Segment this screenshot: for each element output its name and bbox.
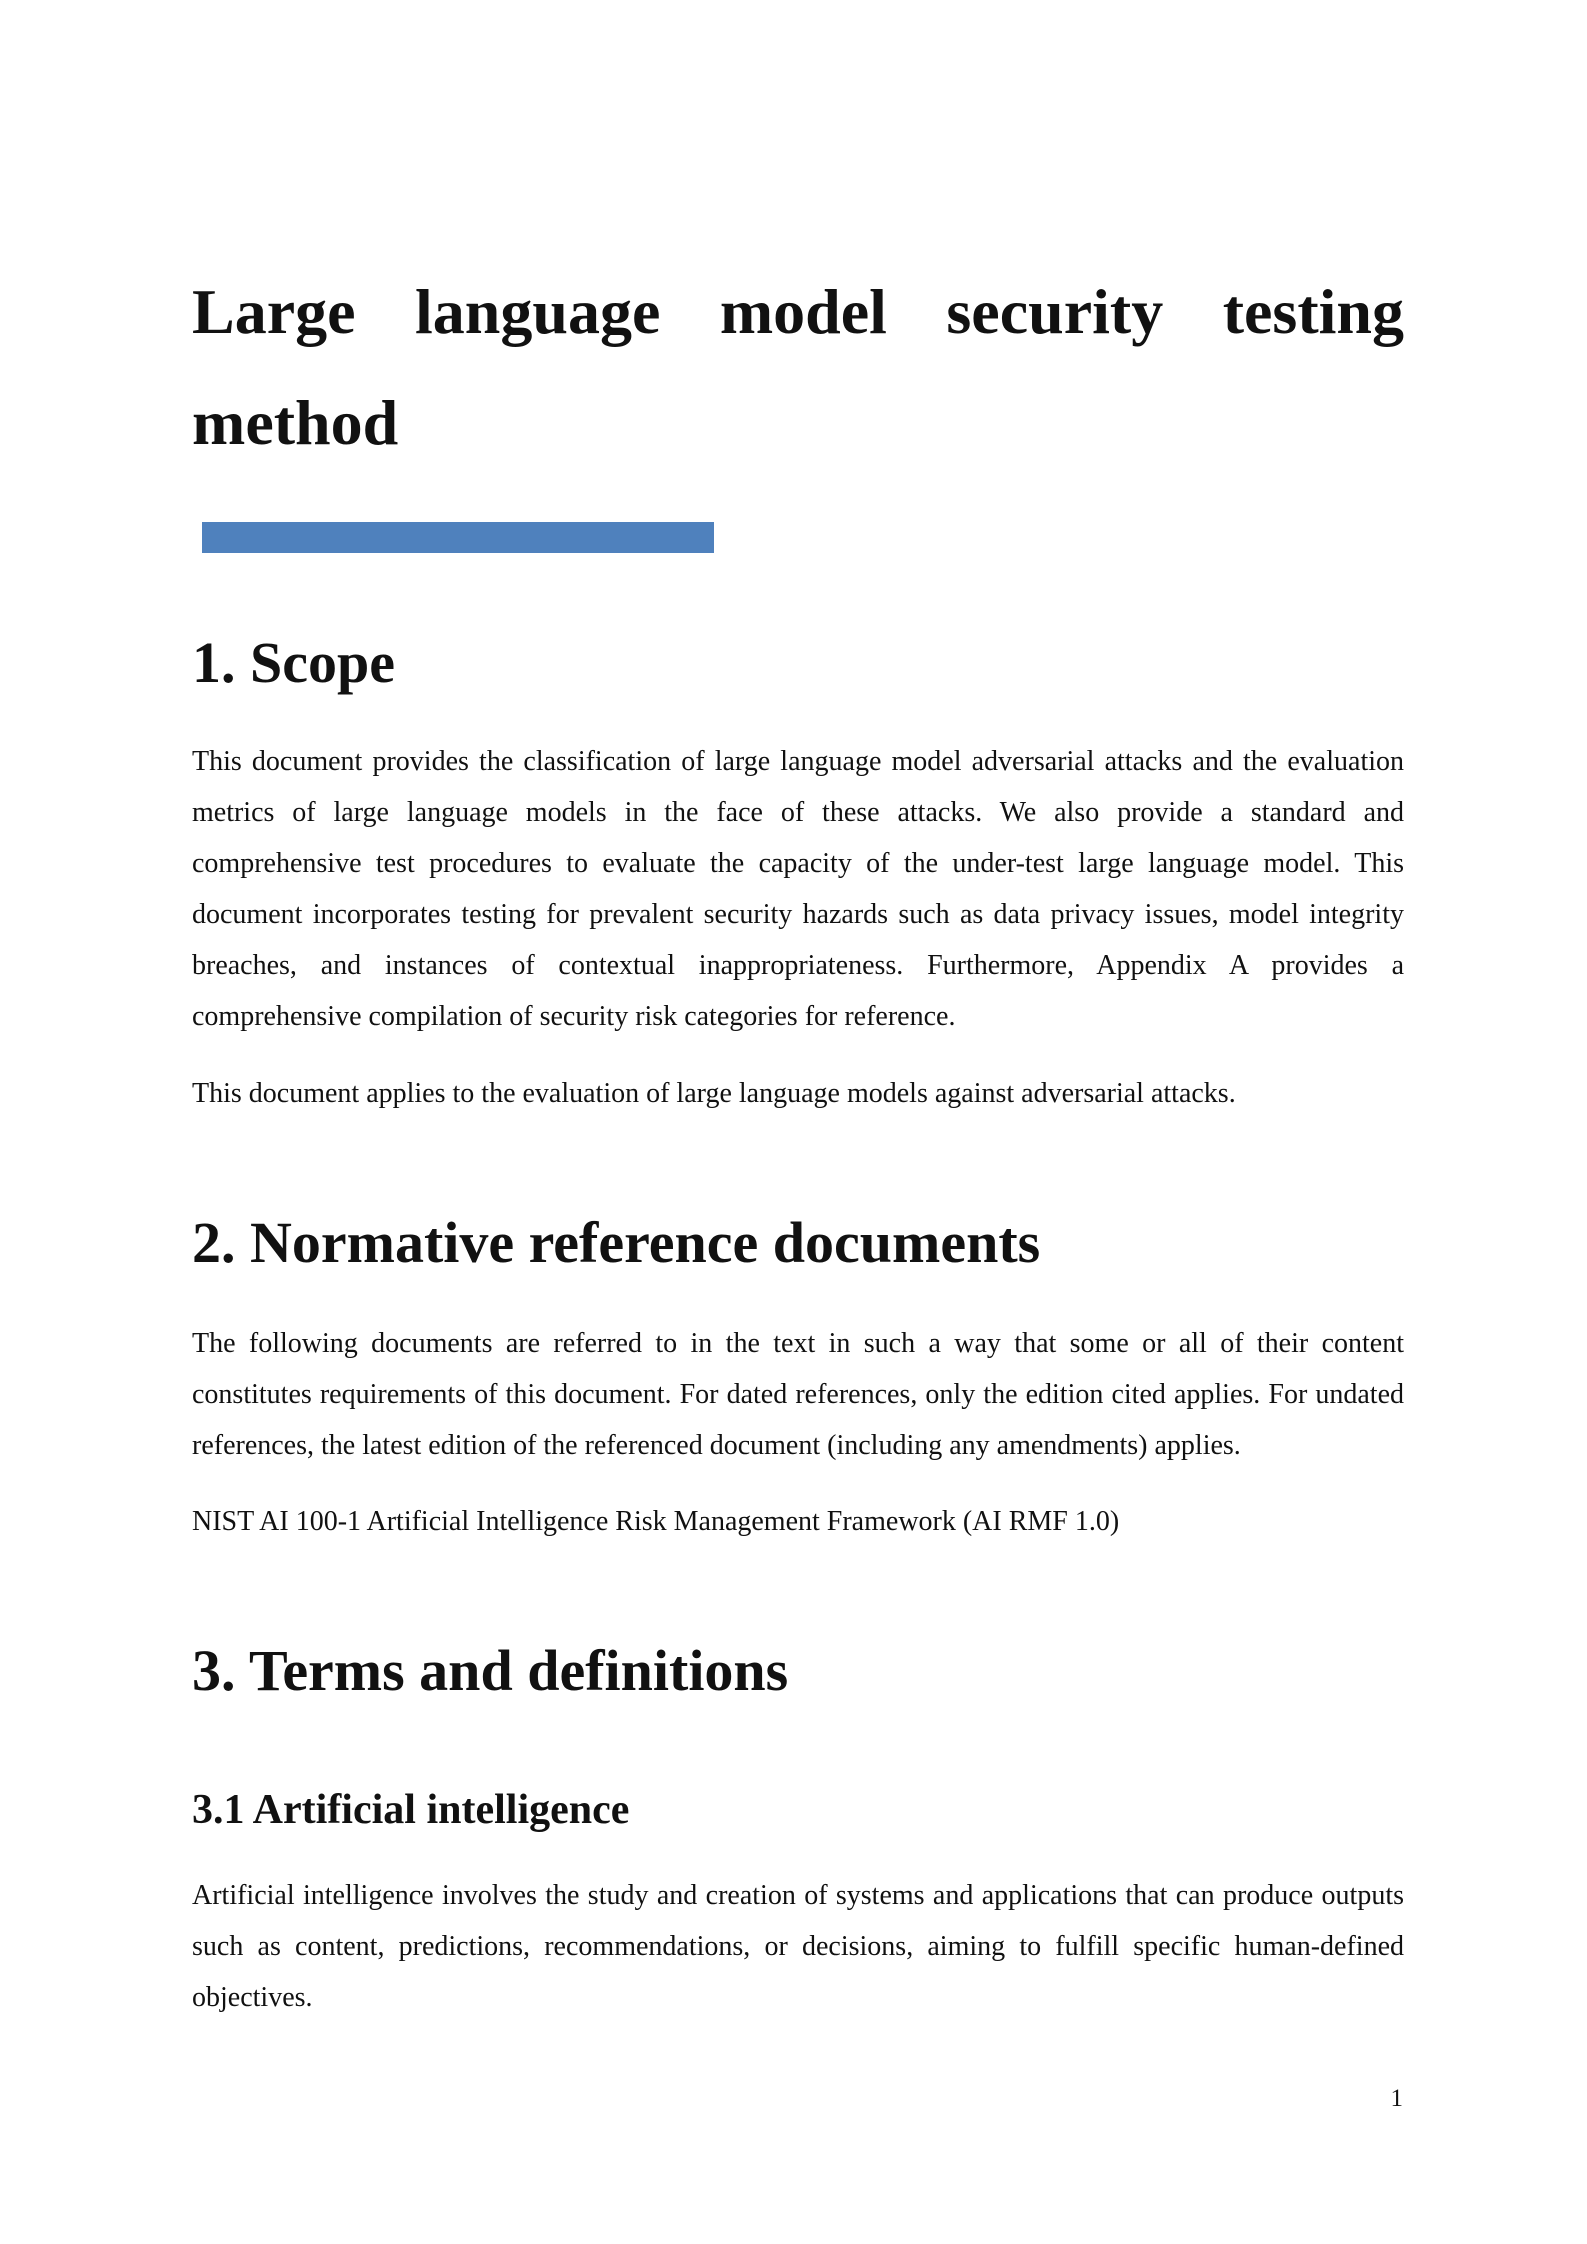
section-heading-terms-definitions: 3. Terms and definitions — [192, 1638, 789, 1703]
scope-paragraph-2: This document applies to the evaluation of large language models against adversarial attacks. — [192, 1078, 1236, 1109]
subsection-heading-artificial-intelligence: 3.1 Artificial intelligence — [192, 1787, 630, 1833]
artificial-intelligence-definition: Artificial intelligence involves the study and creation of systems and applications that can produce outputs such as content, predictions, recommendations, or decisions, aiming to fulfill specific human-defined objectives. — [192, 1880, 1404, 2013]
scope-paragraph-1: This document provides the classification of large language model adversarial attacks and the evaluation metrics of large language models in the face of these attacks. We also provide a standard and comprehensive test procedures to evaluate the capacity of the under-test large language model. This document incorporates testing for prevalent security hazards such as data privacy issues, model integrity breaches, and instances of contextual inappropriateness. Furthermore, Appendix A provides a comprehensive compilation of security risk categories for reference. — [192, 746, 1404, 1032]
document-title: Large language model security testing method — [192, 276, 1404, 458]
section-heading-scope: 1. Scope — [192, 630, 395, 695]
title-accent-bar — [202, 522, 714, 553]
normative-paragraph-1: The following documents are referred to in the text in such a way that some or all of their content constitutes requirements of this document. For dated references, only the edition cited applies. For undated references, the latest edition of the referenced document (including any amendments) applies. — [192, 1328, 1404, 1461]
normative-reference-item: NIST AI 100-1 Artificial Intelligence Risk Management Framework (AI RMF 1.0) — [192, 1506, 1120, 1537]
document-page — [192, 0, 1404, 2244]
section-heading-normative-references: 2. Normative reference documents — [192, 1210, 1041, 1275]
page-number: 1 — [1390, 2085, 1403, 2112]
